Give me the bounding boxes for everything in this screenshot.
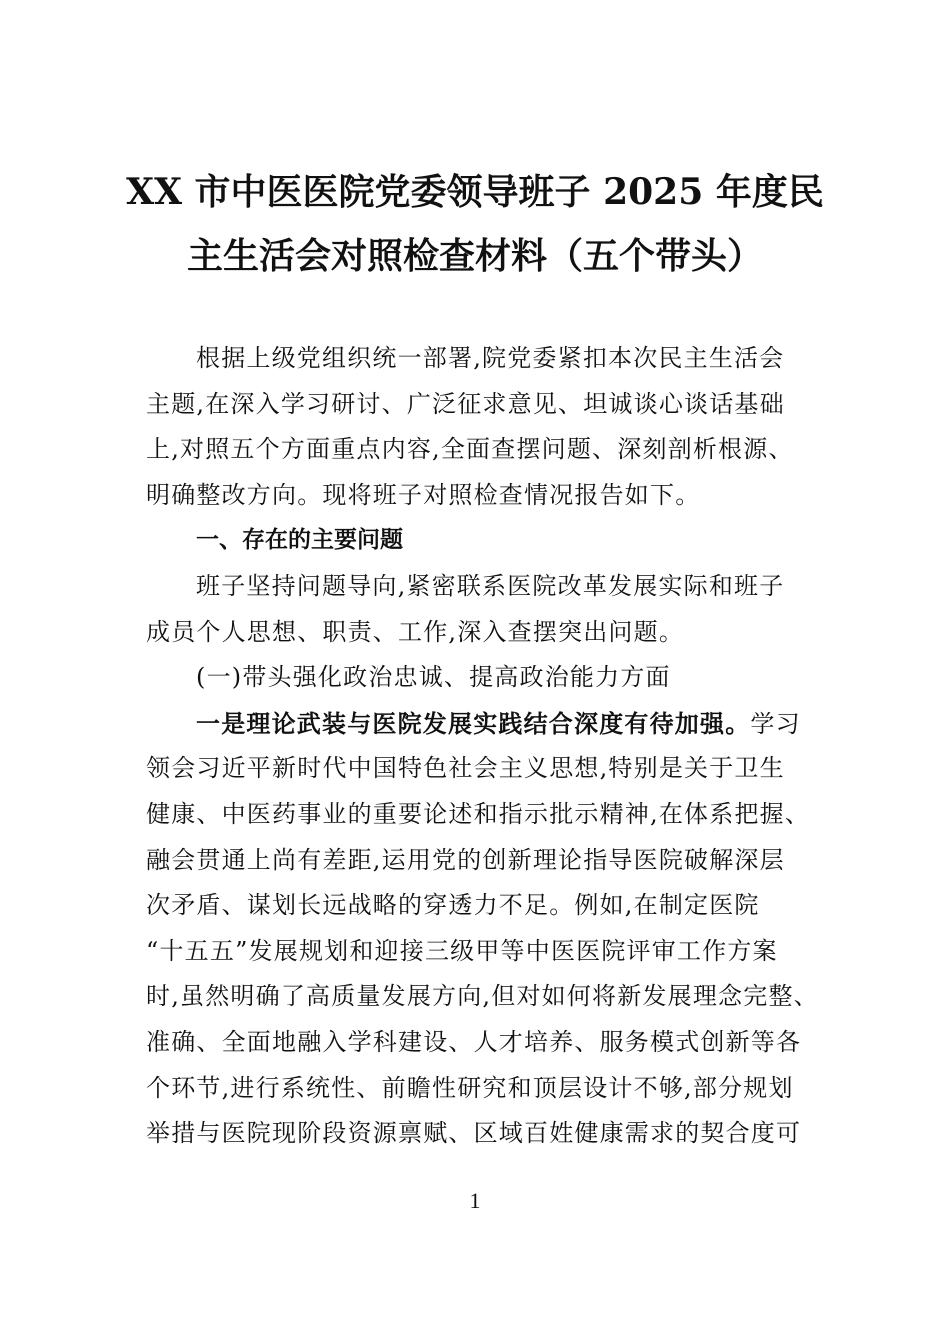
intro-paragraph-line: 主题,在深入学习研讨、广泛征求意见、坦诚谈心谈话基础 (146, 389, 785, 418)
point-paragraph-line: 次矛盾、谋划长远战略的穿透力不足。例如,在制定医院 (146, 891, 760, 920)
document-body (146, 336, 819, 1157)
title-line-2: 主生活会对照检查材料（五个带头） (186, 235, 763, 277)
point-bold-lead: 一是理论武装与医院发展实践结合深度有待加强。 (196, 708, 751, 738)
point-paragraph-line: “十五五”发展规划和迎接三级甲等中医医院评审工作方案 (146, 936, 778, 965)
point-paragraph-line: 举措与医院现阶段资源禀赋、区域百姓健康需求的契合度可 (146, 1119, 802, 1148)
title-line-1: XX 市中医医院党委领导班子 2025 年度民 (126, 171, 824, 213)
section-heading: 一、存在的主要问题 (196, 527, 403, 554)
intro-paragraph-line: 根据上级党组织统一部署,院党委紧扣本次民主生活会 (196, 344, 785, 372)
point-paragraph-line: 个环节,进行系统性、前瞻性研究和顶层设计不够,部分规划 (146, 1073, 794, 1102)
section-paragraph-line: 成员个人思想、职责、工作,深入查摆突出问题。 (146, 617, 685, 646)
point-paragraph-line: 领会习近平新时代中国特色社会主义思想,特别是关于卫生 (146, 754, 785, 783)
page-number: 1 (469, 1188, 481, 1213)
point-paragraph-line: 时,虽然明确了高质量发展方向,但对如何将新发展理念完整、 (146, 982, 819, 1011)
point-text-start: 学习 (750, 709, 801, 738)
intro-paragraph-line: 上,对照五个方面重点内容,全面查摆问题、深刻剖析根源、 (146, 435, 794, 464)
point-paragraph-line: 健康、中医药事业的重要论述和指示批示精神,在体系把握、 (146, 799, 811, 828)
subsection-heading: (一)带头强化政治忠诚、提高政治能力方面 (196, 663, 671, 692)
point-paragraph-line (146, 701, 806, 747)
document-title (100, 160, 850, 288)
section-paragraph-line: 班子坚持问题导向,紧密联系医院改革发展实际和班子 (196, 571, 785, 600)
point-paragraph-line: 融会贯通上尚有差距,运用党的创新理论指导医院破解深层 (146, 845, 785, 874)
point-paragraph-line: 准确、全面地融入学科建设、人才培养、服务模式创新等各 (146, 1027, 802, 1056)
intro-paragraph-line: 明确整改方向。现将班子对照检查情况报告如下。 (146, 480, 701, 509)
